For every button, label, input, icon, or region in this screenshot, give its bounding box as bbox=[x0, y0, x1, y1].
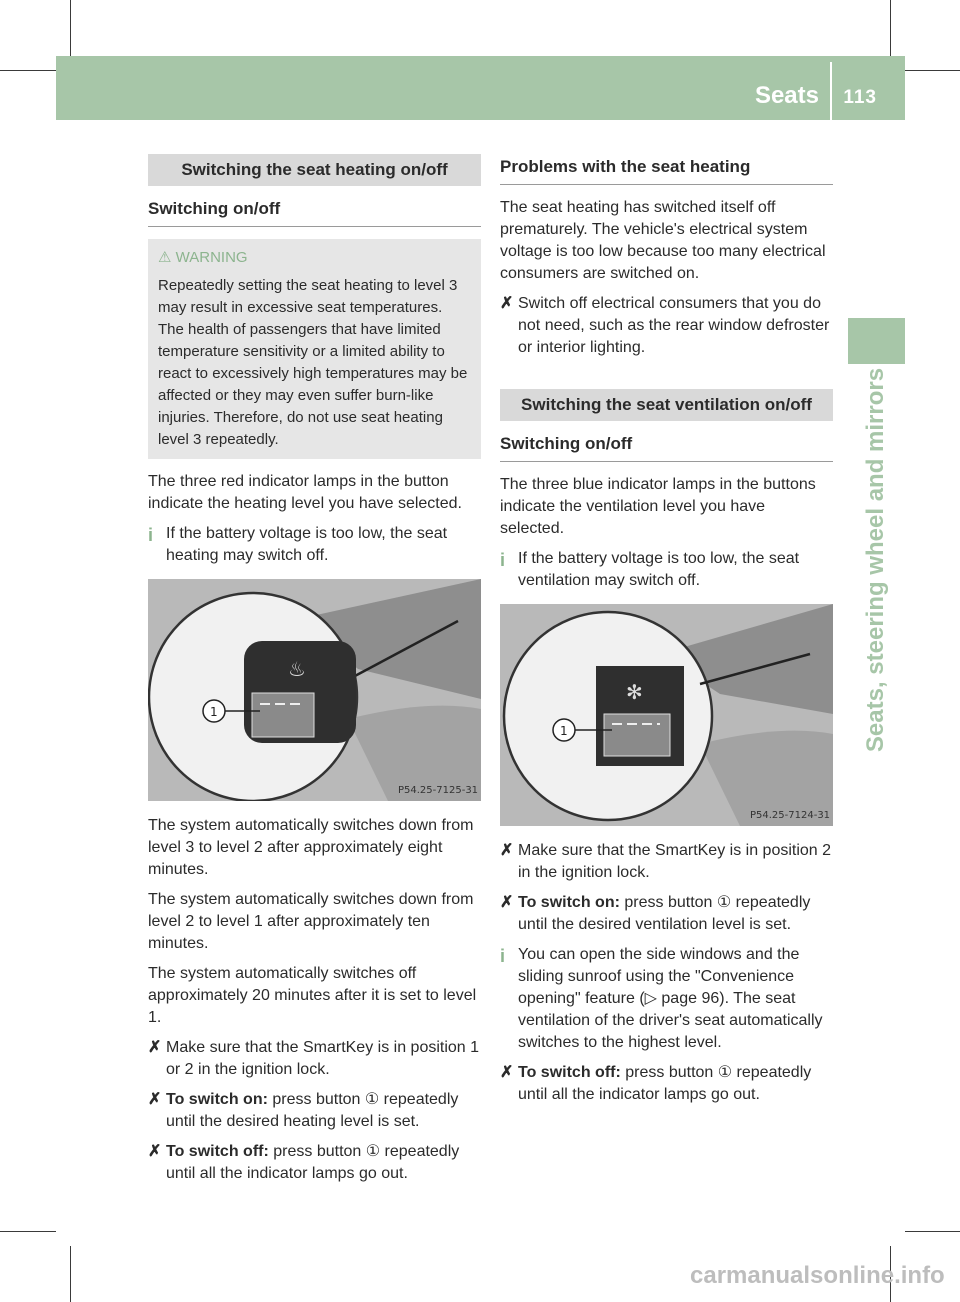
subtitle-ventilation: Switching on/off bbox=[500, 433, 833, 462]
step-label: To switch on: bbox=[518, 894, 620, 911]
crop-mark bbox=[905, 70, 960, 71]
header-title: Seats bbox=[754, 82, 819, 109]
seat-heating-illustration bbox=[148, 579, 481, 801]
problems-text: The seat heating has switched itself off prematurely. The vehicle's electrical system voltage is too low because too many electrical consumers are switched on. bbox=[500, 199, 826, 282]
step-label: To switch off: bbox=[518, 1064, 621, 1081]
warning-triangle-icon: ⚠ bbox=[158, 249, 172, 266]
section-title-heating: Switching the seat heating on/off bbox=[148, 154, 481, 186]
seat-ventilation-illustration bbox=[500, 604, 833, 826]
figure-code: P54.25-7124-31 bbox=[750, 810, 831, 821]
heating-intro: The three red indicator lamps in the button indicate the heating level you have selected. bbox=[148, 473, 462, 512]
svg-text:1: 1 bbox=[560, 724, 568, 738]
step-arrow-icon: ✗ bbox=[500, 1064, 514, 1081]
info-note bbox=[500, 548, 833, 592]
info-icon: i bbox=[500, 550, 506, 570]
figure-code: P54.25-7125-31 bbox=[398, 785, 479, 796]
ventilation-intro: The three blue indicator lamps in the buttons indicate the ventilation level you have selected. bbox=[500, 476, 816, 537]
crop-mark bbox=[905, 1231, 960, 1232]
step-label: To switch on: bbox=[166, 1091, 268, 1108]
step-text: Switch off electrical consumers that you do not need, such as the rear window defroster or interior lighting. bbox=[518, 295, 830, 356]
figure-seat-heating-button bbox=[148, 579, 481, 801]
crop-mark bbox=[70, 0, 71, 56]
info-icon: i bbox=[500, 946, 506, 966]
header-divider bbox=[830, 62, 832, 120]
step-arrow-icon: ✗ bbox=[148, 1039, 162, 1056]
info-icon: i bbox=[148, 525, 154, 545]
step-item bbox=[148, 1141, 481, 1185]
step-text: press button ① repeatedly until all the indicator lamps go out. bbox=[518, 1064, 812, 1103]
svg-text:♨: ♨ bbox=[288, 657, 306, 681]
step-text: Make sure that the SmartKey is in position 1 or 2 in the ignition lock. bbox=[166, 1039, 480, 1078]
auto-switch-para-1: The system automatically switches down from level 3 to level 2 after approximately eight minutes. bbox=[148, 817, 474, 878]
step-arrow-icon: ✗ bbox=[148, 1091, 162, 1108]
step-text: press button ① repeatedly until the desired heating level is set. bbox=[166, 1091, 459, 1130]
step-arrow-icon: ✗ bbox=[500, 295, 514, 312]
step-label: To switch off: bbox=[166, 1143, 269, 1160]
info-text: You can open the side windows and the sliding sunroof using the "Convenience opening" feature (▷ page 96). The seat ventilation of the driver's seat automatically switches to the highest level. bbox=[518, 946, 823, 1051]
chapter-tab-label: Seats, steering wheel and mirrors bbox=[862, 367, 889, 753]
figure-seat-ventilation-button bbox=[500, 604, 833, 826]
step-text: Make sure that the SmartKey is in position 2 in the ignition lock. bbox=[518, 842, 832, 881]
step-item bbox=[500, 1062, 833, 1106]
crop-mark bbox=[0, 70, 56, 71]
svg-text:✻: ✻ bbox=[626, 680, 643, 704]
watermark: carmanualsonline.info bbox=[690, 1262, 945, 1289]
step-item bbox=[500, 840, 833, 884]
page-number: 113 bbox=[843, 87, 877, 108]
right-column bbox=[500, 154, 833, 1114]
step-arrow-icon: ✗ bbox=[500, 842, 514, 859]
step-item bbox=[500, 892, 833, 936]
info-note bbox=[148, 523, 481, 567]
section-title-ventilation: Switching the seat ventilation on/off bbox=[500, 389, 833, 421]
problems-title: Problems with the seat heating bbox=[500, 156, 833, 185]
page-header bbox=[56, 56, 905, 120]
info-note bbox=[500, 944, 833, 1054]
step-arrow-icon: ✗ bbox=[148, 1143, 162, 1160]
step-item bbox=[148, 1037, 481, 1081]
info-text: If the battery voltage is too low, the seat ventilation may switch off. bbox=[518, 550, 800, 589]
crop-mark bbox=[70, 1246, 71, 1302]
auto-switch-para-2: The system automatically switches down from level 2 to level 1 after approximately ten minutes. bbox=[148, 891, 474, 952]
chapter-tab-marker bbox=[848, 318, 905, 364]
step-item bbox=[148, 1089, 481, 1133]
subtitle-heating: Switching on/off bbox=[148, 198, 481, 227]
step-item bbox=[500, 293, 833, 359]
left-column bbox=[148, 154, 481, 1193]
warning-title: WARNING bbox=[175, 249, 248, 266]
warning-box bbox=[148, 239, 481, 459]
crop-mark bbox=[0, 1231, 56, 1232]
step-text: press button ① repeatedly until all the indicator lamps go out. bbox=[166, 1143, 460, 1182]
step-arrow-icon: ✗ bbox=[500, 894, 514, 911]
crop-mark bbox=[890, 0, 891, 56]
warning-heading bbox=[158, 247, 471, 269]
warning-text: Repeatedly setting the seat heating to level 3 may result in excessive seat temperatures. The health of passengers that have limited temperature sensitivity or a limited ability to react to excessively high temperatures may be affected or they may even suffer burn-like injuries. Therefore, do not use seat heating level 3 repeatedly. bbox=[158, 277, 468, 448]
auto-switch-para-3: The system automatically switches off approximately 20 minutes after it is set to level 1. bbox=[148, 965, 477, 1026]
step-text: press button ① repeatedly until the desired ventilation level is set. bbox=[518, 894, 811, 933]
svg-text:1: 1 bbox=[210, 705, 218, 719]
info-text: If the battery voltage is too low, the seat heating may switch off. bbox=[166, 525, 448, 564]
